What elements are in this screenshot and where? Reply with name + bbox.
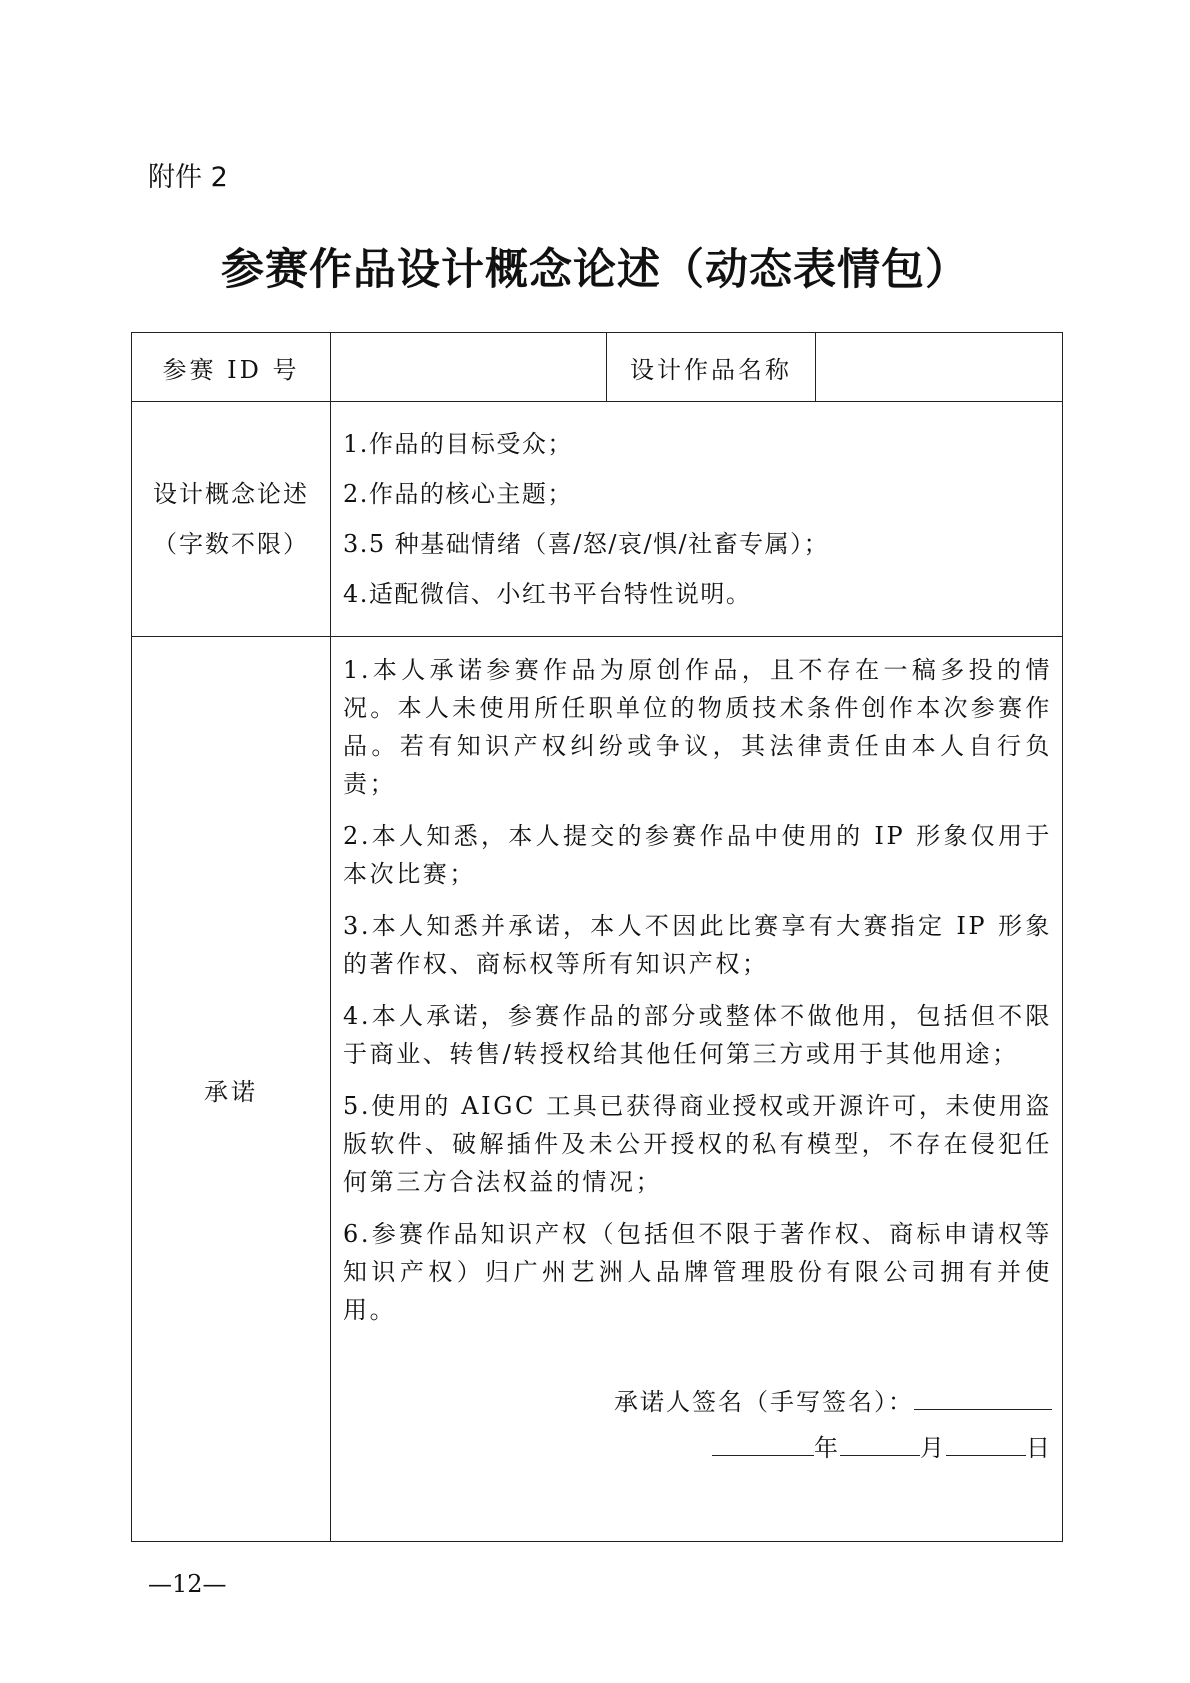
date-line [343, 1425, 1052, 1471]
pledge-item: 2.本人知悉，本人提交的参赛作品中使用的 IP 形象仅用于本次比赛； [343, 822, 1052, 888]
table-row [132, 402, 1063, 637]
concept-item: 3.5 种基础情绪（喜/怒/哀/惧/社畜专属）； [343, 530, 830, 558]
concept-item: 1.作品的目标受众； [343, 430, 573, 458]
work-name-field[interactable] [816, 333, 1063, 402]
pledge-item: 3.本人知悉并承诺，本人不因此比赛享有大赛指定 IP 形象的著作权、商标权等所有知识产权； [343, 912, 1052, 978]
concept-field[interactable] [331, 402, 1063, 637]
page-number: —12— [148, 1570, 227, 1598]
signature-field[interactable] [914, 1379, 1052, 1410]
table-row [132, 637, 1063, 1542]
pledge-item: 4.本人承诺，参赛作品的部分或整体不做他用，包括但不限于商业、转售/转授权给其他任何第三方或用于其他用途； [343, 1002, 1052, 1068]
attachment-label: 附件 2 [148, 162, 228, 193]
day-field[interactable] [946, 1425, 1026, 1456]
year-label: 年 [814, 1434, 840, 1462]
day-label: 日 [1026, 1434, 1052, 1462]
concept-item: 4.适配微信、小红书平台特性说明。 [343, 580, 752, 608]
work-name-label: 设计作品名称 [607, 333, 816, 402]
concept-label-cell [132, 402, 331, 637]
signature-line [343, 1379, 1052, 1425]
pledge-item: 5.使用的 AIGC 工具已获得商业授权或开源许可，未使用盗版软件、破解插件及未公开授权的私有模型，不存在侵犯任何第三方合法权益的情况； [343, 1092, 1052, 1196]
month-field[interactable] [840, 1425, 920, 1456]
pledge-label: 承诺 [132, 637, 331, 1542]
entry-id-field[interactable] [331, 333, 607, 402]
pledge-item: 1.本人承诺参赛作品为原创作品，且不存在一稿多投的情况。本人未使用所任职单位的物质技术条件创作本次参赛作品。若有知识产权纠纷或争议，其法律责任由本人自行负责； [343, 656, 1052, 798]
month-label: 月 [920, 1434, 946, 1462]
year-field[interactable] [712, 1425, 814, 1456]
concept-item: 2.作品的核心主题； [343, 480, 573, 508]
signature-block [343, 1379, 1052, 1471]
table-row [132, 333, 1063, 402]
pledge-item: 6.参赛作品知识产权（包括但不限于著作权、商标申请权等知识产权）归广州艺洲人品牌管理股份有限公司拥有并使用。 [343, 1220, 1052, 1324]
pledge-content [331, 637, 1063, 1542]
page-title: 参赛作品设计概念论述（动态表情包） [221, 245, 969, 295]
concept-form-table [131, 332, 1063, 1542]
concept-label: 设计概念论述 [153, 480, 309, 508]
entry-id-label: 参赛 ID 号 [132, 333, 331, 402]
signature-label: 承诺人签名（手写签名）： [614, 1388, 914, 1416]
concept-label-note: （字数不限） [153, 530, 309, 558]
